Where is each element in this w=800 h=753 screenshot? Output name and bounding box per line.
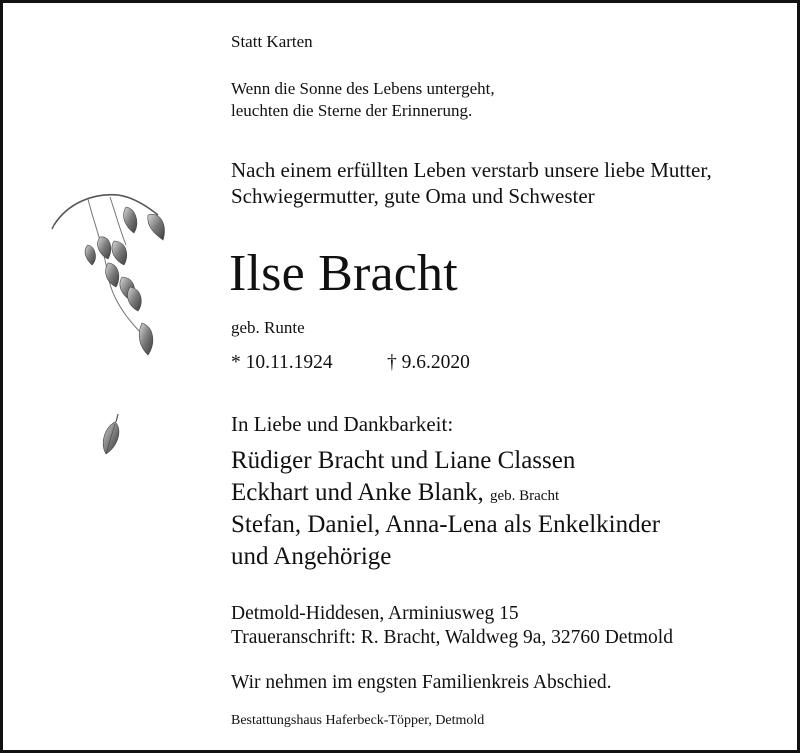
mourner-line [231, 477, 559, 512]
mourner-name: Eckhart und Anke Blank, [231, 479, 484, 506]
mourner-line: Stefan, Daniel, Anna-Lena als Enkelkinder [231, 511, 661, 538]
intro-line-1: Nach einem erfüllten Leben verstarb unsere liebe Mutter, [231, 158, 712, 182]
deceased-name: Ilse Bracht [229, 245, 458, 302]
dedication: In Liebe und Dankbarkeit: [231, 412, 454, 436]
header-statt-karten: Statt Karten [231, 32, 313, 51]
farewell-text: Wir nehmen im engsten Familienkreis Abschied. [231, 672, 612, 693]
falling-leaf-icon [96, 410, 126, 458]
intro-line-2: Schwiegermutter, gute Oma und Schwester [231, 184, 595, 208]
mourning-address: Traueranschrift: R. Bracht, Waldweg 9a, 32760 Detmold [231, 627, 673, 648]
mourner-line: Rüdiger Bracht und Liane Classen [231, 447, 576, 474]
maiden-name: geb. Runte [231, 318, 305, 337]
residence-address: Detmold-Hiddesen, Arminiusweg 15 [231, 603, 519, 624]
poem-line-1: Wenn die Sonne des Lebens untergeht, [231, 79, 495, 98]
birch-branch-icon [48, 185, 178, 365]
funeral-home: Bestattungshaus Haferbeck-Töpper, Detmold [231, 713, 485, 728]
birth-date: * 10.11.1924 [231, 352, 333, 373]
mourner-line: und Angehörige [231, 543, 392, 570]
mourner-note: geb. Bracht [489, 488, 560, 504]
poem-line-2: leuchten die Sterne der Erinnerung. [231, 101, 473, 120]
death-date: † 9.6.2020 [387, 352, 470, 373]
